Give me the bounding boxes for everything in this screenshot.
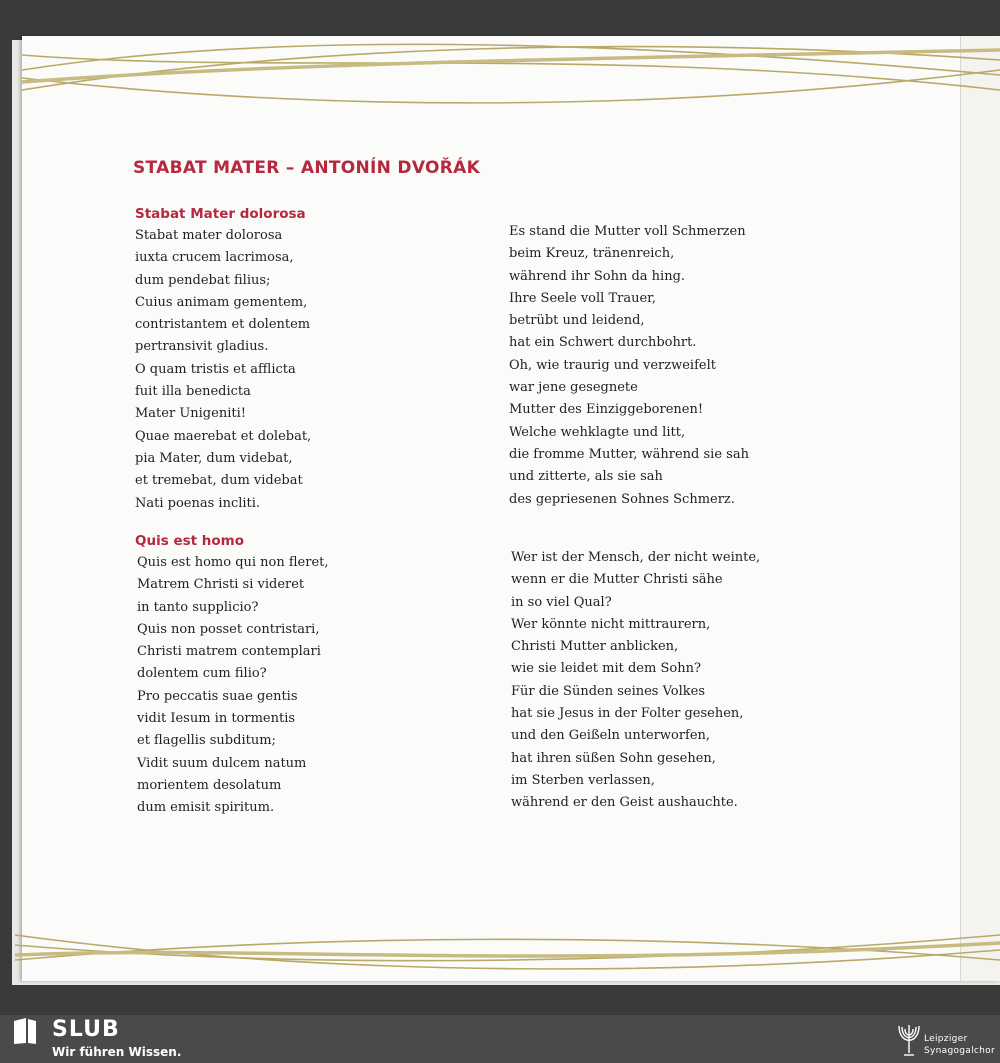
- german-line: während ihr Sohn da hing.: [509, 268, 686, 284]
- latin-line: vidit Iesum in tormentis: [137, 711, 296, 727]
- german-stanza-1: [509, 221, 749, 511]
- german-line: Ihre Seele voll Trauer,: [509, 290, 657, 306]
- latin-line: morientem desolatum: [137, 777, 282, 793]
- latin-line: Quis est homo qui non fleret,: [137, 555, 329, 570]
- decorative-gold-lines-top: [0, 30, 1000, 130]
- choir-name-line-1: Leipziger: [924, 1034, 968, 1044]
- latin-line: O quam tristis et afflicta: [135, 361, 296, 377]
- latin-stanza-1: [135, 225, 311, 515]
- latin-line: in tanto supplicio?: [137, 599, 259, 615]
- slub-book-icon[interactable]: [12, 1017, 38, 1045]
- german-line: war jene gesegnete: [509, 380, 638, 396]
- german-line: in so viel Qual?: [511, 594, 612, 610]
- choir-logo-text: [924, 1033, 995, 1057]
- latin-line: pia Mater, dum videbat,: [135, 450, 293, 466]
- german-line: Wer ist der Mensch, der nicht weinte,: [511, 550, 761, 565]
- german-line: Welche wehklagte und litt,: [509, 424, 686, 440]
- latin-line: pertransivit gladius.: [135, 339, 269, 355]
- latin-line: Vidit suum dulcem natum: [137, 755, 307, 771]
- german-line: und den Geißeln unterworfen,: [511, 728, 711, 744]
- german-line: die fromme Mutter, während sie sah: [509, 446, 749, 462]
- latin-line: et flagellis subditum;: [137, 733, 276, 749]
- latin-line: Stabat mater dolorosa: [135, 228, 283, 243]
- menorah-icon: [898, 1017, 920, 1059]
- latin-line: dolentem cum filio?: [137, 666, 267, 682]
- next-page-edge: [960, 36, 1000, 981]
- german-stanza-2: [511, 547, 760, 815]
- latin-line: Matrem Christi si videret: [137, 577, 305, 593]
- choir-name-line-2: Synagogalchor: [924, 1046, 995, 1056]
- latin-line: Christi matrem contemplari: [137, 644, 321, 660]
- latin-line: dum emisit spiritum.: [137, 800, 275, 816]
- german-line: Christi Mutter anblicken,: [511, 639, 679, 655]
- german-line: im Sterben verlassen,: [511, 772, 655, 788]
- german-line: wie sie leidet mit dem Sohn?: [511, 661, 701, 677]
- section-heading-stabat-mater: Stabat Mater dolorosa: [135, 206, 306, 222]
- latin-line: Nati poenas incliti.: [135, 495, 261, 511]
- latin-line: et tremebat, dum videbat: [135, 473, 303, 489]
- german-line: während er den Geist aushauchte.: [511, 795, 738, 811]
- library-logo-name[interactable]: SLUB: [52, 1017, 120, 1042]
- latin-line: Quae maerebat et dolebat,: [135, 428, 312, 444]
- document-title: STABAT MATER – ANTONÍN DVOŘÁK: [133, 158, 481, 178]
- library-tagline: Wir führen Wissen.: [52, 1045, 182, 1059]
- latin-line: fuit illa benedicta: [135, 384, 251, 400]
- latin-line: Cuius animam gementem,: [135, 294, 308, 310]
- latin-line: Mater Unigeniti!: [135, 406, 246, 422]
- german-line: Oh, wie traurig und verzweifelt: [509, 357, 716, 373]
- german-line: wenn er die Mutter Christi sähe: [511, 572, 723, 588]
- german-line: beim Kreuz, tränenreich,: [509, 246, 675, 262]
- latin-line: Pro peccatis suae gentis: [137, 688, 298, 704]
- latin-line: iuxta crucem lacrimosa,: [135, 250, 294, 266]
- section-heading-quis-est-homo: Quis est homo: [135, 533, 245, 549]
- german-line: und zitterte, als sie sah: [509, 469, 663, 485]
- german-line: hat ihren süßen Sohn gesehen,: [511, 750, 716, 766]
- latin-line: dum pendebat filius;: [135, 272, 271, 288]
- latin-line: contristantem et dolentem: [135, 317, 311, 333]
- german-line: Es stand die Mutter voll Schmerzen: [509, 224, 746, 239]
- german-line: des gepriesenen Sohnes Schmerz.: [509, 491, 735, 507]
- latin-stanza-2: [137, 552, 329, 820]
- german-line: betrübt und leidend,: [509, 313, 645, 329]
- german-line: Mutter des Einziggeborenen!: [509, 402, 704, 418]
- german-line: hat ein Schwert durchbohrt.: [509, 335, 697, 351]
- german-line: Wer könnte nicht mittraurern,: [511, 616, 711, 632]
- german-line: hat sie Jesus in der Folter gesehen,: [511, 706, 744, 722]
- decorative-gold-lines-bottom: [0, 915, 1000, 985]
- german-line: Für die Sünden seines Volkes: [511, 683, 706, 699]
- latin-line: Quis non posset contristari,: [137, 621, 320, 637]
